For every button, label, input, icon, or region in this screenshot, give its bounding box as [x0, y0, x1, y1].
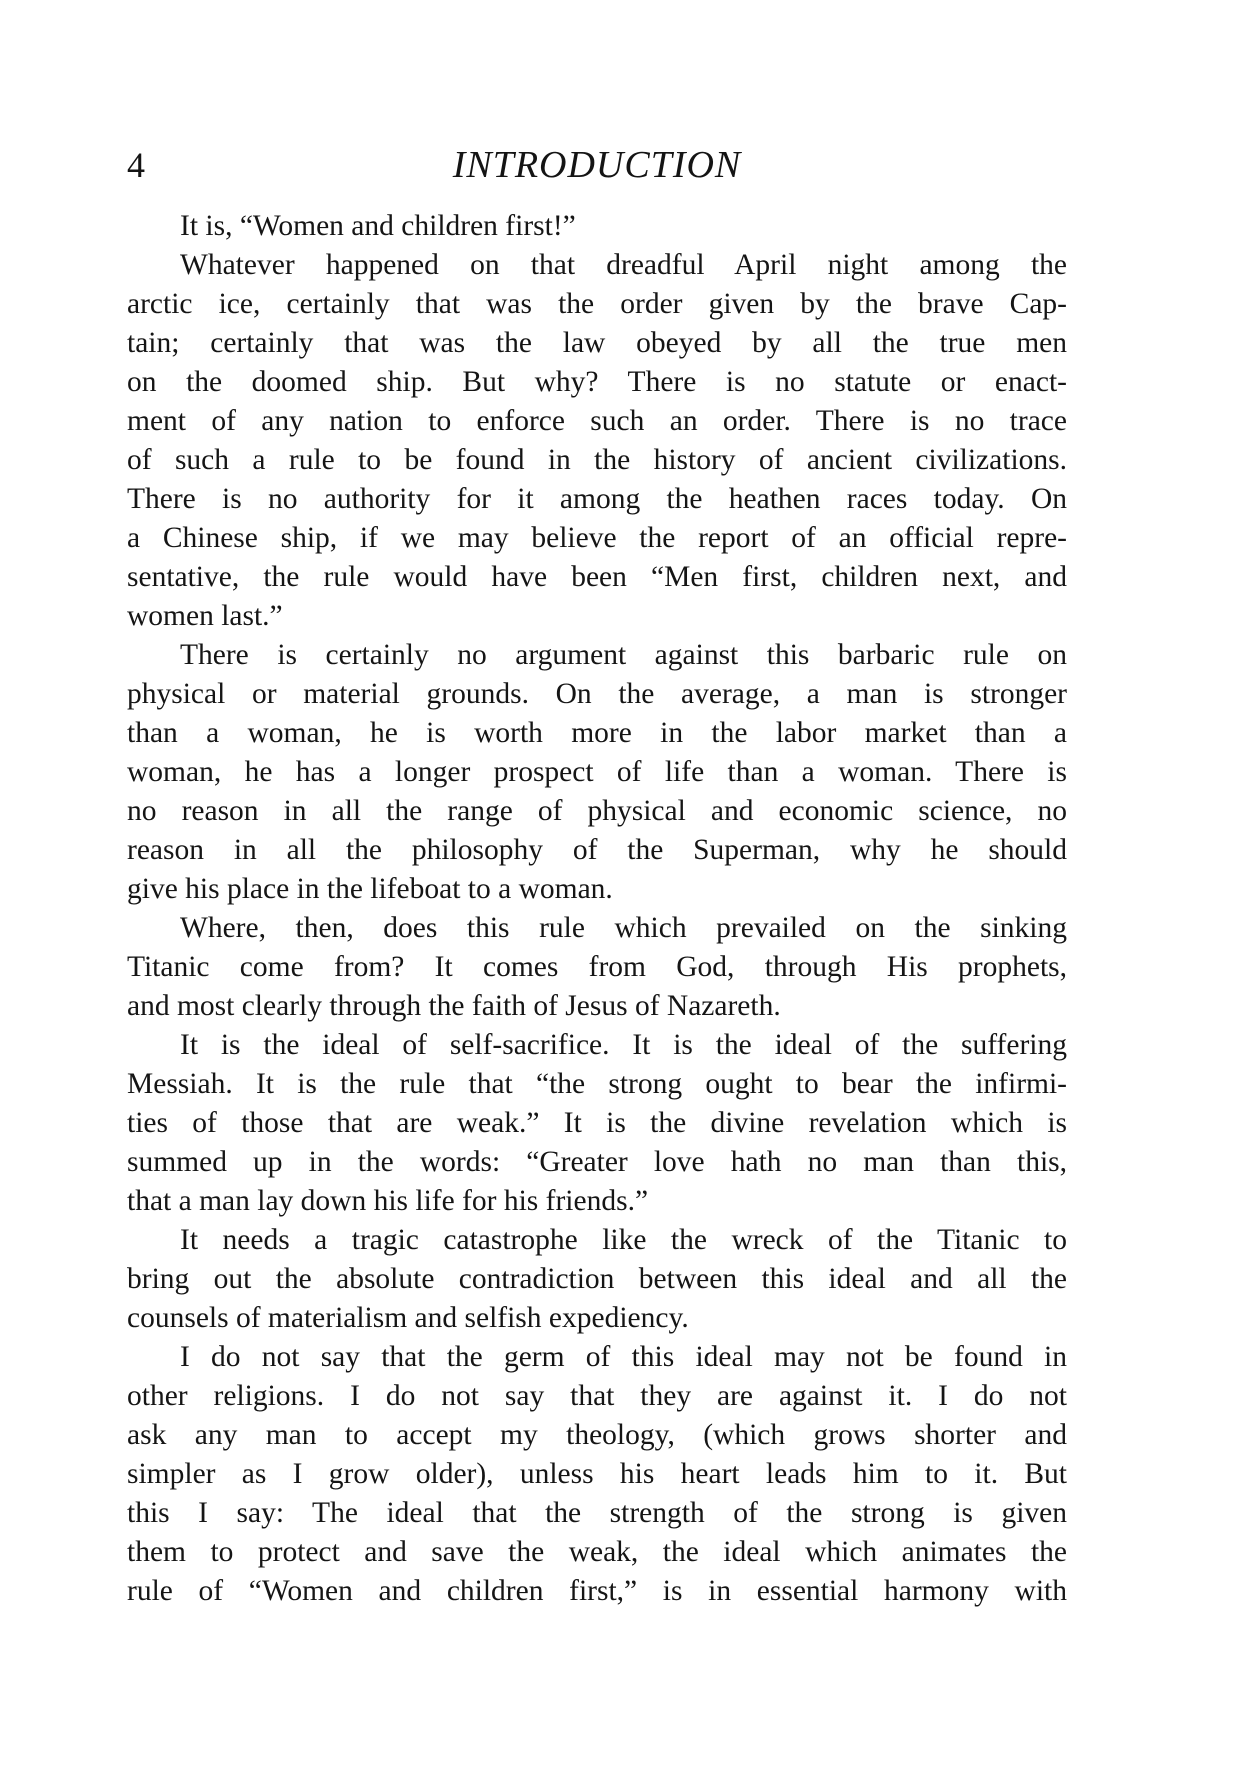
text-line: bring out the absolute contradiction between this ideal and all the: [127, 1263, 1067, 1295]
text-line: physical or material grounds. On the average, a man is stronger: [127, 678, 1067, 710]
text-line: tain; certainly that was the law obeyed by all the true men: [127, 327, 1067, 359]
text-line: It needs a tragic catastrophe like the wreck of the Titanic to: [180, 1224, 1067, 1256]
page-number: 4: [127, 145, 145, 185]
text-line: no reason in all the range of physical and economic science, no: [127, 795, 1067, 827]
paragraph: [127, 1026, 1067, 1221]
paragraph: [127, 1338, 1067, 1611]
text-line: of such a rule to be found in the history of ancient civilizations.: [127, 444, 1067, 476]
text-line: and most clearly through the faith of Jesus of Nazareth.: [127, 990, 781, 1022]
text-line: simpler as I grow older), unless his heart leads him to it. But: [127, 1458, 1067, 1490]
text-line: rule of “Women and children first,” is in essential harmony with: [127, 1575, 1067, 1607]
text-line: on the doomed ship. But why? There is no statute or enact-: [127, 366, 1067, 398]
text-line: them to protect and save the weak, the ideal which animates the: [127, 1536, 1067, 1568]
paragraph: [127, 207, 1067, 246]
text-line: women last.”: [127, 600, 283, 632]
text-line: arctic ice, certainly that was the order given by the brave Cap-: [127, 288, 1067, 320]
text-line: There is no authority for it among the heathen races today. On: [127, 483, 1067, 515]
text-line: reason in all the philosophy of the Superman, why he should: [127, 834, 1067, 866]
text-line: Titanic come from? It comes from God, through His prophets,: [127, 951, 1067, 983]
paragraph: [127, 1221, 1067, 1338]
text-line: Where, then, does this rule which prevailed on the sinking: [180, 912, 1067, 944]
body-text: [127, 207, 1067, 1611]
text-line: Whatever happened on that dreadful April night among the: [180, 249, 1067, 281]
text-line: that a man lay down his life for his friends.”: [127, 1185, 649, 1217]
text-line: other religions. I do not say that they are against it. I do not: [127, 1380, 1067, 1412]
text-line: I do not say that the germ of this ideal may not be found in: [180, 1341, 1067, 1373]
text-line: than a woman, he is worth more in the labor market than a: [127, 717, 1067, 749]
text-line: sentative, the rule would have been “Men first, children next, and: [127, 561, 1067, 593]
text-line: this I say: The ideal that the strength of the strong is given: [127, 1497, 1067, 1529]
paragraph: [127, 909, 1067, 1026]
text-line: a Chinese ship, if we may believe the report of an official repre-: [127, 522, 1067, 554]
text-line: give his place in the lifeboat to a woman.: [127, 873, 613, 905]
text-line: counsels of materialism and selfish expediency.: [127, 1302, 689, 1334]
text-line: woman, he has a longer prospect of life than a woman. There is: [127, 756, 1067, 788]
text-line: It is the ideal of self-sacrifice. It is the ideal of the suffering: [180, 1029, 1067, 1061]
text-line: ask any man to accept my theology, (which grows shorter and: [127, 1419, 1067, 1451]
paragraph: [127, 636, 1067, 909]
paragraph: [127, 246, 1067, 636]
text-line: Messiah. It is the rule that “the strong ought to bear the infirmi-: [127, 1068, 1067, 1100]
text-line: summed up in the words: “Greater love hath no man than this,: [127, 1146, 1067, 1178]
text-line: ment of any nation to enforce such an order. There is no trace: [127, 405, 1067, 437]
text-line: There is certainly no argument against this barbaric rule on: [180, 639, 1067, 671]
text-line: It is, “Women and children first!”: [180, 210, 576, 242]
running-title: INTRODUCTION: [452, 144, 742, 186]
text-line: ties of those that are weak.” It is the divine revelation which is: [127, 1107, 1067, 1139]
running-head: [127, 140, 1067, 190]
